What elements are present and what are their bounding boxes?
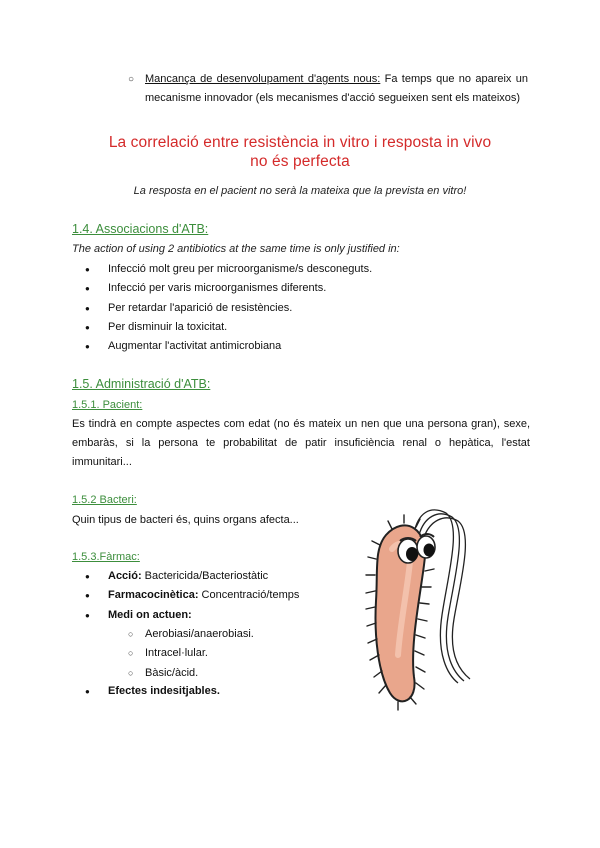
list-item: ● Per disminuir la toxicitat. — [72, 318, 532, 337]
headline-line-2: no és perfecta — [250, 153, 350, 170]
list-item: ● Infecció per varis microorganismes diferents. — [72, 279, 532, 298]
list-item — [72, 567, 372, 586]
headline-line-1: La correlació entre resistència in vitro i resposta in vivo — [108, 134, 492, 151]
farmac-item-label: Efectes indesitjables. — [108, 685, 220, 697]
farmac-list-last — [72, 682, 372, 701]
hollow-bullet-icon: ○ — [128, 74, 135, 85]
list-item: ○ Aerobiasi/anaerobiasi. — [72, 625, 372, 644]
farmac-item-value: Bactericida/Bacteriostàtic — [141, 570, 269, 582]
section-title-associacions: 1.4. Associacions d'ATB: — [72, 222, 209, 236]
farmac-item-label: Acció: — [108, 570, 142, 582]
subsection-title-farmac: 1.5.3.Fàrmac: — [72, 551, 140, 563]
top-item-label: Mancança de desenvolupament d'agents nous: — [145, 73, 381, 85]
farmac-item-label: Medi on actuen: — [108, 608, 192, 621]
associacions-intro: The action of using 2 antibiotics at the same time is only justified in: — [72, 243, 400, 255]
list-item — [72, 606, 372, 625]
pacient-paragraph: Es tindrà en compte aspectes com edat (no és mateix un nen que una persona gran), sexe, embaràs, si la persona te probabilitat de patir insuficiència renal o hepàtica, l'estat immunitari... — [72, 418, 530, 468]
bacterium-illustration-icon — [330, 505, 530, 715]
top-list-item — [128, 70, 528, 108]
list-item: ○ Intracel·lular. — [72, 644, 372, 663]
list-item: ● Infecció molt greu per microorganisme/s desconeguts. — [72, 260, 532, 279]
associacions-list — [72, 260, 532, 356]
section-title-administracio: 1.5. Administració d'ATB: — [72, 377, 211, 391]
farmac-item-label: Farmacocinètica: — [108, 589, 199, 602]
list-item: ● Per retardar l'aparició de resistències. — [72, 299, 532, 318]
list-item: ● Augmentar l'activitat antimicrobiana — [72, 337, 532, 356]
list-item — [72, 682, 372, 701]
subsection-title-pacient: 1.5.1. Pacient: — [72, 399, 143, 411]
farmac-item-value: Concentració/temps — [198, 589, 300, 602]
subsection-title-bacteri: 1.5.2 Bacteri: — [72, 494, 137, 506]
medi-sublist — [72, 625, 372, 683]
bacteri-paragraph: Quin tipus de bacteri és, quins organs afecta... — [72, 514, 299, 526]
list-item: ○ Bàsic/àcid. — [72, 664, 372, 683]
top-item-text: Fa temps que no apareix un mecanisme innovador (els mecanismes d'acció segueixen sent els mateixos) — [145, 73, 528, 104]
list-item — [72, 586, 372, 605]
headline-subtitle: La resposta en el pacient no serà la mateixa que la prevista en vitro! — [133, 185, 467, 197]
farmac-list — [72, 567, 372, 625]
